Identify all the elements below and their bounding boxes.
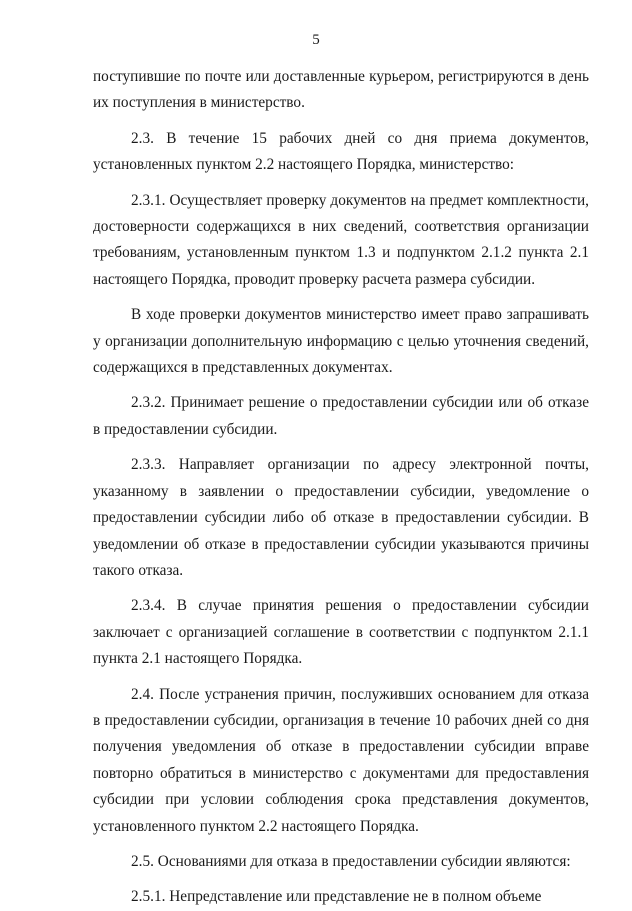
page-number: 5 <box>312 32 320 48</box>
paragraph-2-3-2: 2.3.2. Принимает решение о предоставлении субсидии или об отказе в предоставлении субсидии. <box>93 394 589 438</box>
paragraph-2-3-3: 2.3.3. Направляет организации по адресу электронной почты, указанному в заявлении о предоставлении субсидии, уведомление о предоставлении субсидии либо об отказе в предоставлении субсидии. В уведомлении об отказе в предоставлении субсидии указываются причины такого отказа. <box>93 456 589 579</box>
paragraph-continuation: поступившие по почте или доставленные курьером, регистрируются в день их поступления в министерство. <box>93 68 589 112</box>
paragraph-2-3-4: 2.3.4. В случае принятия решения о предоставлении субсидии заключает с организацией соглашение в соответствии с подпунктом 2.1.1 пункта 2.1 настоящего Порядка. <box>93 597 589 668</box>
document-body <box>93 64 589 911</box>
paragraph-2-3: 2.3. В течение 15 рабочих дней со дня приема документов, установленных пунктом 2.2 настоящего Порядка, министерство: <box>93 129 589 174</box>
paragraph-2-4: 2.4. После устранения причин, послуживших основанием для отказа в предоставлении субсидии, организация в течение 10 рабочих дней со дня получения уведомления об отказе в предоставлении субсидии вправе повторно обратиться в министерство с документами для предоставления субсидии при условии соблюдения срока представления документов, установленного пунктом 2.2 настоящего Порядка. <box>93 685 589 835</box>
paragraph-verification-right: В ходе проверки документов министерство имеет право запрашивать у организации дополнительную информацию с целью уточнения сведений, содержащихся в представленных документах. <box>93 306 589 377</box>
paragraph-2-5-1: 2.5.1. Непредставление или представление не в полном объеме <box>131 888 542 906</box>
paragraph-2-3-1: 2.3.1. Осуществляет проверку документов на предмет комплектности, достоверности содержащихся в них сведений, соответствия организации требованиям, установленным пунктом 1.3 и подпунктом 2.1.2 пункта 2.1 настоящего Порядка, проводит проверку расчета размера субсидии. <box>93 191 589 288</box>
paragraph-2-5: 2.5. Основаниями для отказа в предоставлении субсидии являются: <box>131 852 571 870</box>
